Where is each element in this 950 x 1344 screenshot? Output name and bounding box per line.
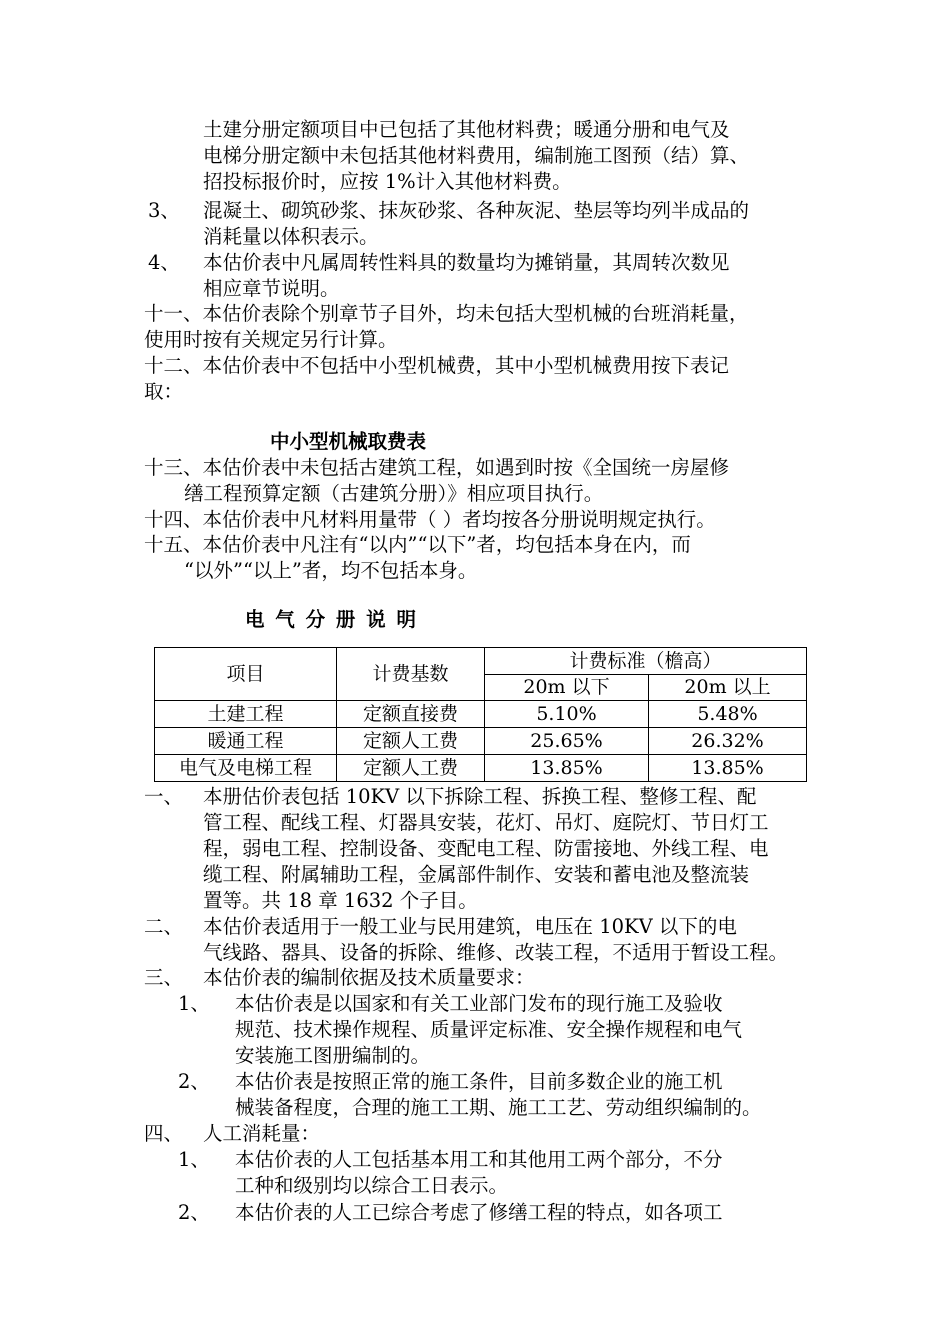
item-number: 1、 <box>178 992 210 1015</box>
text-line: 本估价表中凡属周转性料具的数量均为摊销量，其周转次数见 <box>203 251 730 274</box>
cell-item: 土建工程 <box>155 701 337 728</box>
text-line: 程，弱电工程、控制设备、变配电工程、防雷接地、外线工程、电 <box>203 837 769 860</box>
text-line: 管工程、配线工程、灯器具安装，花灯、吊灯、庭院灯、节日灯工 <box>203 811 769 834</box>
cell-low: 25.65% <box>485 728 649 755</box>
text-line: 消耗量以体积表示。 <box>203 225 379 248</box>
text-line: 缆工程、附属辅助工程，金属部件制作、安装和蓄电池及整流装 <box>203 863 750 886</box>
item-number: 1、 <box>178 1148 210 1171</box>
text-line: 安装施工图册编制的。 <box>235 1044 431 1067</box>
section-title: 电 气 分 册 说 明 <box>245 608 416 631</box>
text-line: 本估价表的编制依据及技术质量要求： <box>203 966 535 989</box>
text-line: 混凝土、砌筑砂浆、抹灰砂浆、各种灰泥、垫层等均列半成品的 <box>203 199 750 222</box>
text-line: 工种和级别均以综合工日表示。 <box>235 1174 509 1197</box>
cell-low: 13.85% <box>485 755 649 782</box>
text-line: 人工消耗量： <box>203 1122 321 1145</box>
cell-low: 5.10% <box>485 701 649 728</box>
text-line: 气线路、器具、设备的拆除、维修、改装工程，不适用于暂设工程。 <box>203 941 789 964</box>
text-line: 电梯分册定额中未包括其他材料费用，编制施工图预（结）算、 <box>203 144 750 167</box>
fee-table <box>154 647 807 782</box>
cell-item: 暖通工程 <box>155 728 337 755</box>
text-line: 规范、技术操作规程、质量评定标准、安全操作规程和电气 <box>235 1018 743 1041</box>
cell-high: 26.32% <box>649 728 807 755</box>
text-line: 使用时按有关规定另行计算。 <box>144 328 398 351</box>
text-line: 本估价表的人工包括基本用工和其他用工两个部分，不分 <box>235 1148 723 1171</box>
cell-base: 定额直接费 <box>337 701 485 728</box>
item-number: 三、 <box>144 966 184 989</box>
header-above-20m: 20m 以上 <box>649 674 807 701</box>
header-standard: 计费标准（檐高） <box>485 648 807 675</box>
text-line: 取： <box>144 380 184 403</box>
item-number: 一、 <box>144 785 184 808</box>
text-line: 本估价表适用于一般工业与民用建筑，电压在 10KV 以下的电 <box>203 915 737 938</box>
item-number: 2、 <box>178 1201 210 1224</box>
table-row <box>155 728 807 755</box>
text-line: 十五、本估价表中凡注有“以内”“以下”者，均包括本身在内，而 <box>144 533 691 556</box>
cell-high: 13.85% <box>649 755 807 782</box>
text-line: 十三、本估价表中未包括古建筑工程，如遇到时按《全国统一房屋修 <box>144 456 730 479</box>
header-item: 项目 <box>155 648 337 701</box>
item-number: 二、 <box>144 915 184 938</box>
text-line: 土建分册定额项目中已包括了其他材料费；暖通分册和电气及 <box>203 118 730 141</box>
text-line: 十四、本估价表中凡材料用量带（ ）者均按各分册说明规定执行。 <box>144 508 716 531</box>
cell-base: 定额人工费 <box>337 755 485 782</box>
text-line: 相应章节说明。 <box>203 277 340 300</box>
text-line: 本估价表的人工已综合考虑了修缮工程的特点，如各项工 <box>235 1201 723 1224</box>
item-number: 四、 <box>144 1122 184 1145</box>
cell-item: 电气及电梯工程 <box>155 755 337 782</box>
table-row <box>155 755 807 782</box>
text-line: 十二、本估价表中不包括中小型机械费，其中小型机械费用按下表记 <box>144 354 730 377</box>
text-line: 本估价表是以国家和有关工业部门发布的现行施工及验收 <box>235 992 723 1015</box>
text-line: 招投标报价时，应按 1%计入其他材料费。 <box>203 170 572 193</box>
text-line: 置等。共 18 章 1632 个子目。 <box>203 889 478 912</box>
text-line: “以外”“以上”者，均不包括本身。 <box>184 559 478 582</box>
text-line: 缮工程预算定额（古建筑分册）》相应项目执行。 <box>184 482 604 505</box>
text-line: 本估价表是按照正常的施工条件，目前多数企业的施工机 <box>235 1070 723 1093</box>
cell-high: 5.48% <box>649 701 807 728</box>
text-line: 械装备程度，合理的施工工期、施工工艺、劳动组织编制的。 <box>235 1096 762 1119</box>
text-line: 本册估价表包括 10KV 以下拆除工程、拆换工程、整修工程、配 <box>203 785 757 808</box>
item-number: 2、 <box>178 1070 210 1093</box>
item-number: 4、 <box>148 251 180 274</box>
table-row <box>155 701 807 728</box>
machine-table-title: 中小型机械取费表 <box>270 430 427 453</box>
header-below-20m: 20m 以下 <box>485 674 649 701</box>
item-number: 3、 <box>148 199 180 222</box>
text-line: 十一、本估价表除个别章节子目外，均未包括大型机械的台班消耗量， <box>144 302 749 325</box>
header-base: 计费基数 <box>337 648 485 701</box>
cell-base: 定额人工费 <box>337 728 485 755</box>
